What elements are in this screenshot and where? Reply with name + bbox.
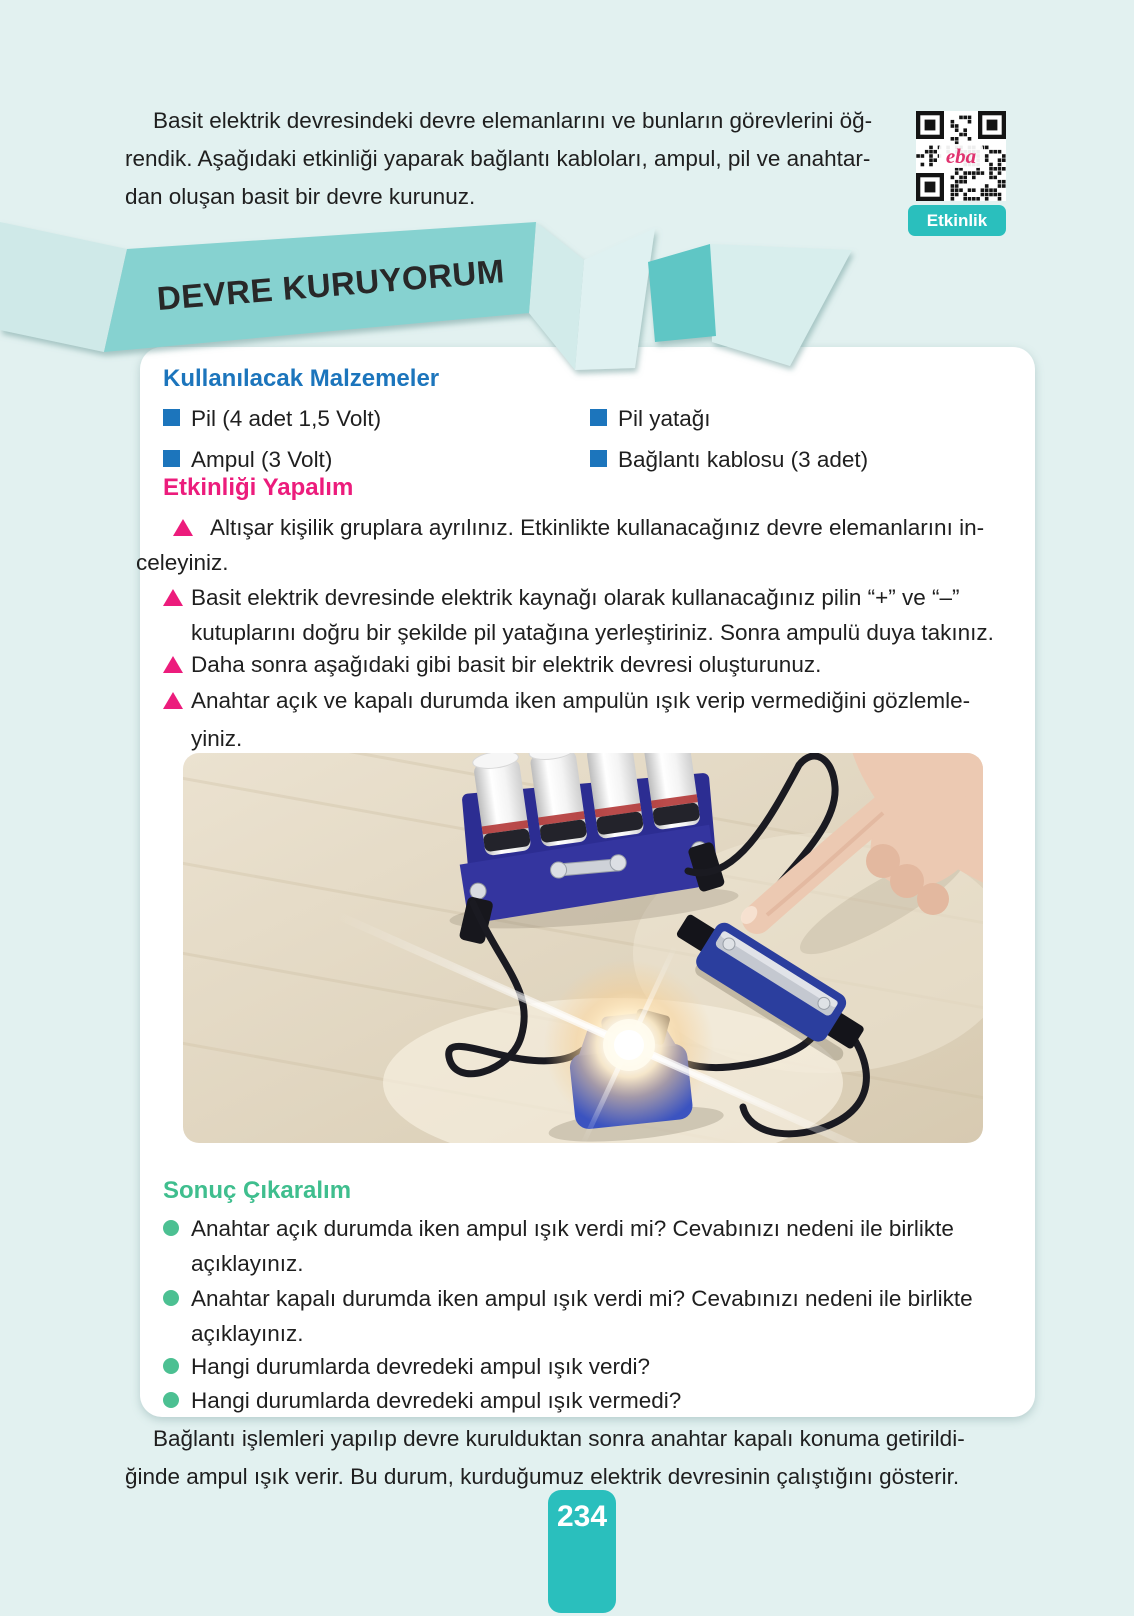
material-label: Pil yatağı	[618, 406, 711, 431]
material-label: Pil (4 adet 1,5 Volt)	[191, 406, 382, 431]
etkinlik-badge-label: Etkinlik	[926, 210, 988, 230]
step-line: kutuplarını doğru bir şekilde pil yatağına yerleştiriniz. Sonra ampulü duya takınız.	[191, 620, 994, 645]
circuit-photo	[183, 753, 983, 1143]
triangle-bullet-icon	[163, 692, 183, 709]
material-label: Ampul (3 Volt)	[191, 447, 333, 472]
page-number: 234	[548, 1490, 616, 1613]
circle-bullet-icon	[163, 1392, 179, 1408]
materials-heading: Kullanılacak Malzemeler	[163, 365, 440, 392]
material-item	[163, 401, 583, 436]
conclusion-line: Hangi durumlarda devredeki ampul ışık verdi?	[191, 1354, 650, 1379]
square-bullet-icon	[590, 409, 607, 426]
footer-line: ğinde ampul ışık verir. Bu durum, kurduğumuz elektrik devresinin çalıştığını gösterir.	[125, 1464, 960, 1489]
conclusion-item	[163, 1349, 1041, 1384]
step-line: yiniz.	[191, 726, 243, 751]
triangle-bullet-icon	[173, 519, 193, 536]
conclusion-item	[163, 1281, 1041, 1351]
steps-heading: Etkinliği Yapalım	[163, 474, 354, 501]
conclusion-item	[163, 1383, 1041, 1418]
material-item	[163, 442, 583, 477]
ribbon-banner	[0, 198, 900, 388]
step-line: celeyiniz.	[136, 550, 229, 575]
step-item	[136, 510, 1023, 580]
step-item	[163, 683, 1041, 756]
conclusion-line: Anahtar kapalı durumda iken ampul ışık verdi mi? Cevabınızı nedeni ile birlikte	[191, 1286, 973, 1311]
ribbon-fold-left	[0, 222, 127, 352]
step-line: Anahtar açık ve kapalı durumda iken ampulün ışık verip vermediğini gözlemle-	[191, 688, 971, 713]
step-line: Basit elektrik devresinde elektrik kaynağı olarak kullanacağınız pilin “+” ve “–”	[191, 585, 960, 610]
circle-bullet-icon	[163, 1220, 179, 1236]
conclusion-heading: Sonuç Çıkaralım	[163, 1177, 352, 1204]
intro-line: dan oluşan basit bir devre kurunuz.	[125, 184, 476, 209]
qr-code	[916, 111, 1006, 201]
activity-panel	[136, 347, 1035, 1417]
conclusion-line: açıklayınız.	[191, 1321, 304, 1346]
conclusion-line: Hangi durumlarda devredeki ampul ışık vermedi?	[191, 1388, 682, 1413]
footer-paragraph	[125, 1420, 1020, 1496]
ribbon-fold	[710, 244, 852, 366]
conclusion-item	[163, 1211, 1041, 1281]
square-bullet-icon	[590, 450, 607, 467]
intro-line: Basit elektrik devresindeki devre elemanlarını ve bunların görevlerini öğ-	[153, 108, 873, 133]
circle-bullet-icon	[163, 1358, 179, 1374]
conclusion-line: açıklayınız.	[191, 1251, 304, 1276]
conclusion-line: Anahtar açık durumda iken ampul ışık verdi mi? Cevabınızı nedeni ile birlikte	[191, 1216, 954, 1241]
triangle-bullet-icon	[163, 656, 183, 673]
step-line: Daha sonra aşağıdaki gibi basit bir elektrik devresi oluşturunuz.	[191, 652, 822, 677]
material-label: Bağlantı kablosu (3 adet)	[618, 447, 869, 472]
banner-title: DEVRE KURUYORUM	[155, 252, 506, 317]
square-bullet-icon	[163, 409, 180, 426]
material-item	[590, 401, 1010, 436]
square-bullet-icon	[163, 450, 180, 467]
intro-line: rendik. Aşağıdaki etkinliği yaparak bağlantı kabloları, ampul, pil ve anahtar-	[125, 146, 871, 171]
ribbon-fold-dark	[648, 244, 716, 342]
step-item	[163, 580, 1041, 650]
ribbon-fold	[529, 222, 584, 370]
step-line: Altışar kişilik gruplara ayrılınız. Etkinlikte kullanacağınız devre elemanlarını in-	[210, 515, 985, 540]
step-item	[163, 647, 1041, 682]
etkinlik-badge	[908, 205, 1006, 236]
circle-bullet-icon	[163, 1290, 179, 1306]
footer-line: Bağlantı işlemleri yapılıp devre kurulduktan sonra anahtar kapalı konuma getirildi-	[153, 1426, 965, 1451]
material-item	[590, 442, 1010, 477]
eba-logo: eba	[945, 144, 977, 168]
ribbon-fold	[575, 228, 655, 370]
triangle-bullet-icon	[163, 589, 183, 606]
